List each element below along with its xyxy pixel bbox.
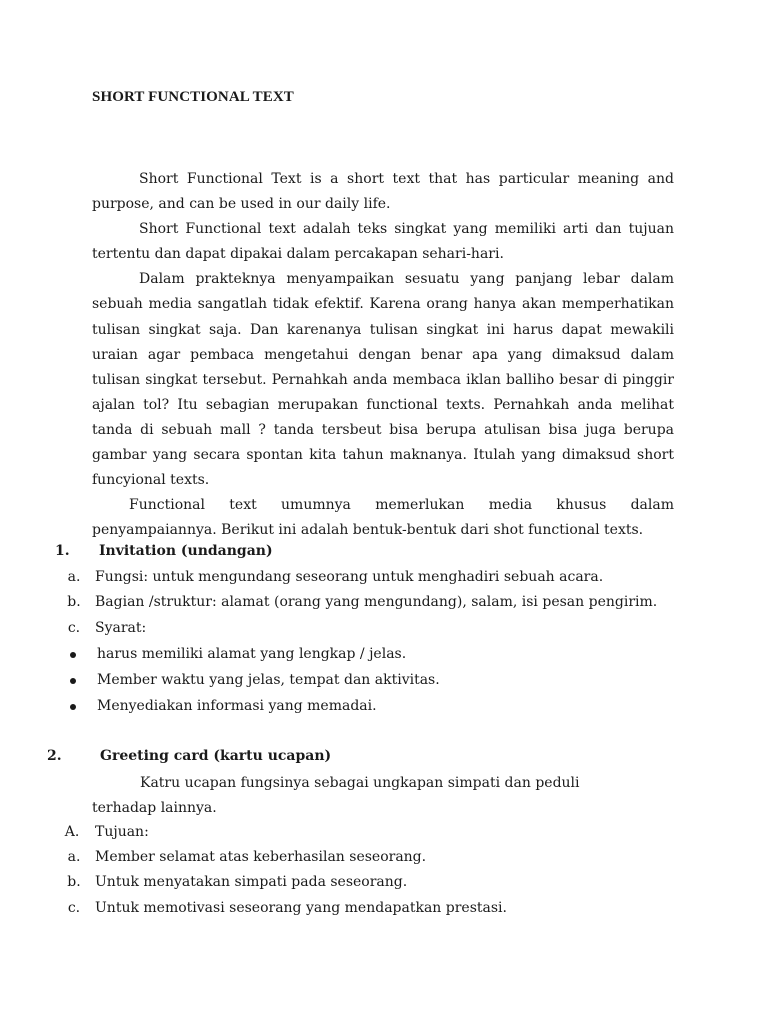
list-marker: c.: [67, 620, 81, 636]
bullet-item-text: Member waktu yang jelas, tempat dan aktivitas.: [97, 672, 440, 688]
document-title: SHORT FUNCTIONAL TEXT: [92, 89, 294, 105]
list-item-text: Tujuan:: [95, 824, 149, 840]
paragraph-practice: Dalam prakteknya menyampaikan sesuatu yang panjang lebar dalam sebuah media sangatlah tidak efektif. Karena orang hanya akan memperhatikan tulisan singkat saja. Dan karenanya tulisan singkat ini harus dapat mewakili uraian agar pembaca mengetahui dengan benar apa yang dimaksud dalam tulisan singkat tersebut. Pernahkah anda membaca iklan balliho besar di pinggir ajalan tol? Itu sebagian merupakan functional texts. Pernahkah anda melihat tanda di sebuah mall ? tanda tersbeut bisa berupa atulisan bisa juga berupa gambar yang secara spontan kita tahun maknanya. Itulah yang dimaksud short funcyional texts.: [92, 271, 674, 489]
section-2-intro: [92, 771, 632, 821]
bullet-icon: [70, 652, 76, 658]
list-item-text: Untuk memotivasi seseorang yang mendapatkan prestasi.: [95, 900, 507, 916]
list-marker: b.: [67, 874, 81, 890]
paragraph-definition-id: Short Functional text adalah teks singkat yang memiliki arti dan tujuan tertentu dan dapat dipakai dalam percakapan sehari-hari.: [92, 221, 674, 263]
list-marker: A.: [64, 824, 80, 840]
bullet-item-text: Menyediakan informasi yang memadai.: [97, 698, 377, 714]
bullet-item-text: harus memiliki alamat yang lengkap / jelas.: [97, 646, 407, 662]
paragraph-definition-en: Short Functional Text is a short text that has particular meaning and purpose, and can be used in our daily life.: [92, 171, 674, 213]
section-2-intro-text: Katru ucapan fungsinya sebagai ungkapan simpati dan peduli terhadap lainnya.: [92, 775, 580, 816]
list-item-text: Syarat:: [95, 620, 147, 636]
section-2-heading: Greeting card (kartu ucapan): [100, 748, 332, 764]
list-item-text: Fungsi: untuk mengundang seseorang untuk menghadiri sebuah acara.: [95, 569, 604, 585]
list-item-text: Untuk menyatakan simpati pada seseorang.: [95, 874, 408, 890]
intro-body: [92, 167, 674, 543]
list-marker: c.: [67, 900, 81, 916]
list-item-text: Bagian /struktur: alamat (orang yang mengundang), salam, isi pesan pengirim.: [95, 594, 658, 610]
bullet-icon: [70, 678, 76, 684]
section-1-number: 1.: [55, 543, 70, 559]
section-1-heading: Invitation (undangan): [99, 543, 273, 559]
paragraph-forms: Functional text umumnya memerlukan media khusus dalam penyampaiannya. Berikut ini adalah bentuk-bentuk dari shot functional texts.: [92, 497, 674, 539]
list-marker: b.: [67, 594, 81, 610]
section-2-number: 2.: [47, 748, 62, 764]
list-marker: a.: [67, 569, 81, 585]
list-marker: a.: [67, 849, 81, 865]
list-item-text: Member selamat atas keberhasilan seseorang.: [95, 849, 427, 865]
bullet-icon: [70, 704, 76, 710]
